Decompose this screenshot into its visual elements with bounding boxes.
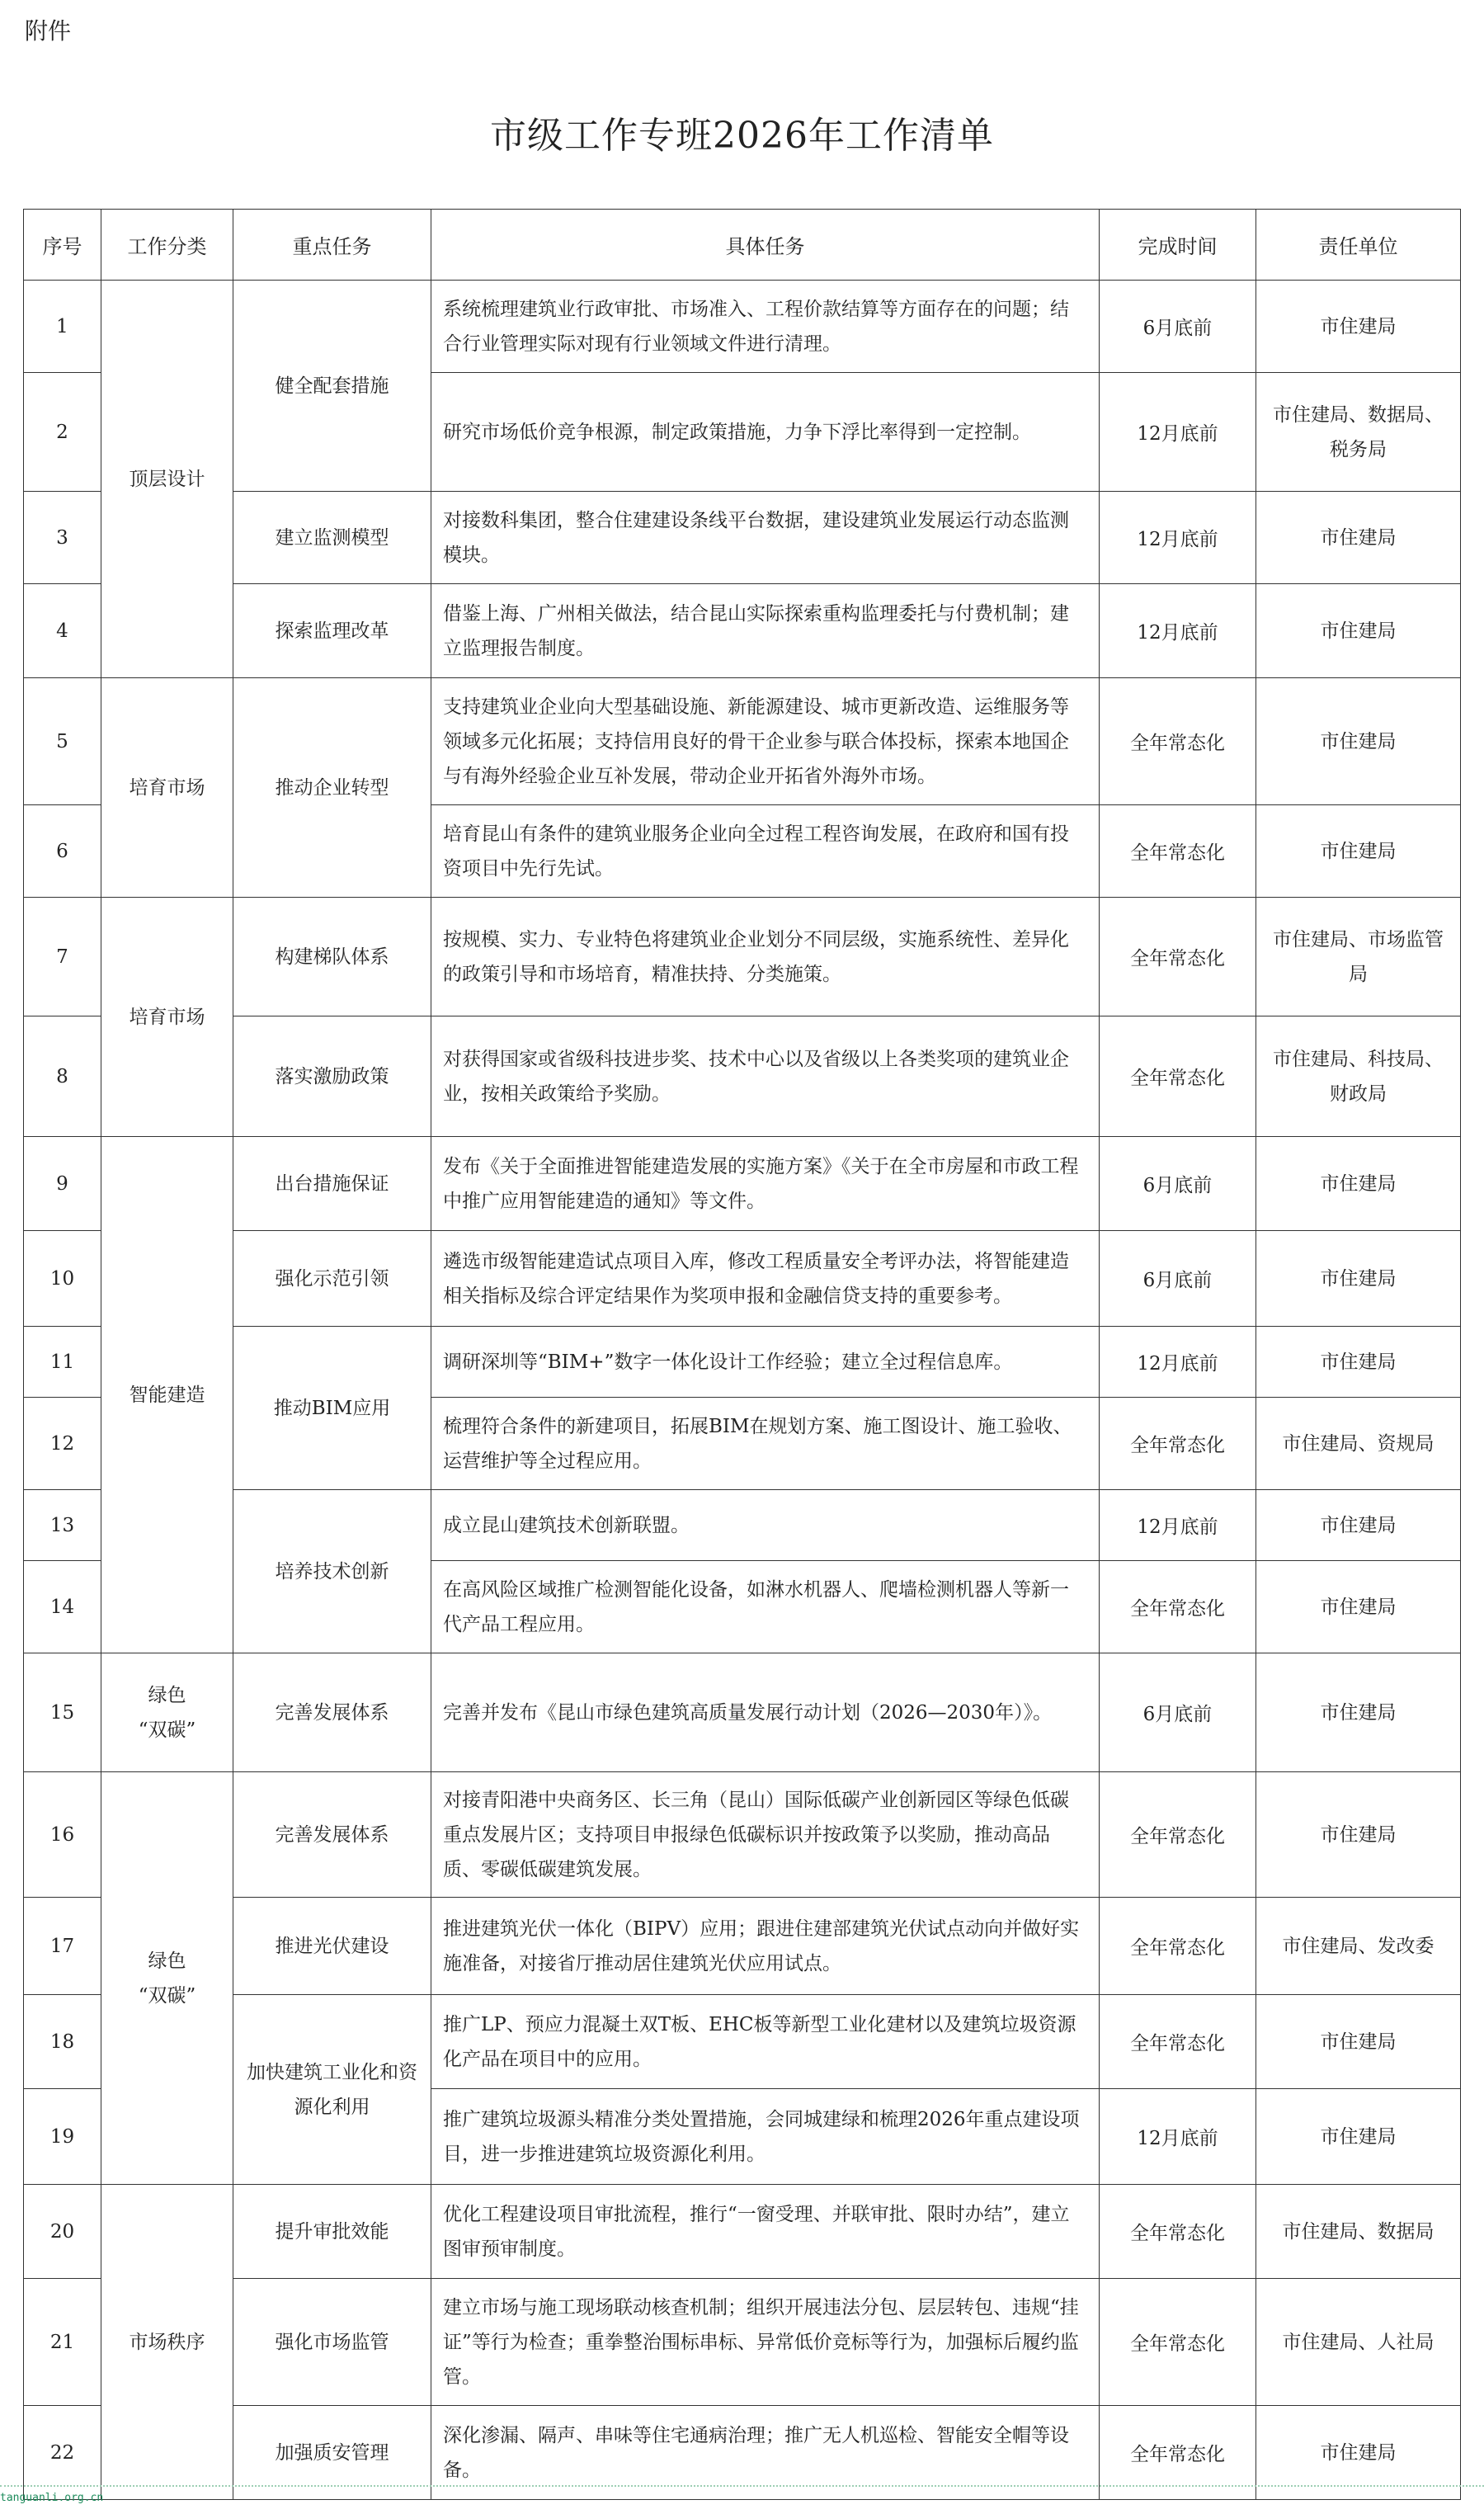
task-cell: 对获得国家或省级科技进步奖、技术中心以及省级以上各类奖项的建筑业企业，按相关政策给予奖励。: [431, 1016, 1100, 1137]
footer-watermark: tanguanli.org.cn: [0, 2492, 104, 2504]
task-cell: 对接数科集团，整合住建建设条线平台数据，建设建筑业发展运行动态监测模块。: [431, 492, 1100, 584]
unit-cell: 市住建局: [1256, 1561, 1461, 1653]
table-row: [24, 1772, 1461, 1898]
category-cell: 培育市场: [101, 898, 233, 1137]
time-cell: 全年常态化: [1100, 678, 1256, 805]
unit-cell: 市住建局: [1256, 2089, 1461, 2185]
task-cell: 优化工程建设项目审批流程，推行“一窗受理、并联审批、限时办结”，建立图审预审制度。: [431, 2185, 1100, 2279]
unit-cell: 市住建局: [1256, 1995, 1461, 2089]
key-task-cell: 构建梯队体系: [233, 898, 431, 1016]
task-cell: 建立市场与施工现场联动核查机制；组织开展违法分包、层层转包、违规“挂证”等行为检查；重拳整治围标串标、异常低价竞标等行为，加强标后履约监管。: [431, 2279, 1100, 2406]
row-no: 9: [24, 1137, 101, 1231]
category-cell: 智能建造: [101, 1137, 233, 1653]
unit-cell: 市住建局: [1256, 1327, 1461, 1398]
task-cell: 推广LP、预应力混凝土双T板、EHC板等新型工业化建材以及建筑垃圾资源化产品在项目中的应用。: [431, 1995, 1100, 2089]
table-row: [24, 2279, 1461, 2406]
attachment-label: 附件: [25, 17, 72, 45]
task-cell: 支持建筑业企业向大型基础设施、新能源建设、城市更新改造、运维服务等领域多元化拓展；支持信用良好的骨干企业参与联合体投标，探索本地国企与有海外经验企业互补发展，带动企业开拓省外海外市场。: [431, 678, 1100, 805]
key-task-cell: 加快建筑工业化和资源化利用: [233, 1995, 431, 2185]
time-cell: 6月底前: [1100, 1231, 1256, 1327]
row-no: 13: [24, 1490, 101, 1561]
row-no: 15: [24, 1653, 101, 1772]
header-category: 工作分类: [101, 210, 233, 281]
row-no: 5: [24, 678, 101, 805]
time-cell: 12月底前: [1100, 1327, 1256, 1398]
category-cell: 绿色 “双碳”: [101, 1653, 233, 1772]
row-no: 4: [24, 584, 101, 678]
key-task-cell: 完善发展体系: [233, 1653, 431, 1772]
row-no: 21: [24, 2279, 101, 2406]
key-task-cell: 健全配套措施: [233, 281, 431, 492]
row-no: 18: [24, 1995, 101, 2089]
category-cell: 绿色 “双碳”: [101, 1772, 233, 2185]
task-cell: 推进建筑光伏一体化（BIPV）应用；跟进住建部建筑光伏试点动向并做好实施准备，对接省厅推动居住建筑光伏应用试点。: [431, 1898, 1100, 1995]
row-no: 19: [24, 2089, 101, 2185]
category-cell: 市场秩序: [101, 2185, 233, 2500]
header-no: 序号: [24, 210, 101, 281]
unit-cell: 市住建局: [1256, 1490, 1461, 1561]
row-no: 7: [24, 898, 101, 1016]
key-task-cell: 推动企业转型: [233, 678, 431, 898]
time-cell: 12月底前: [1100, 373, 1256, 492]
task-cell: 培育昆山有条件的建筑业服务企业向全过程工程咨询发展，在政府和国有投资项目中先行先试。: [431, 805, 1100, 898]
unit-cell: 市住建局、数据局、税务局: [1256, 373, 1461, 492]
key-task-cell: 推进光伏建设: [233, 1898, 431, 1995]
time-cell: 6月底前: [1100, 1137, 1256, 1231]
header-unit: 责任单位: [1256, 210, 1461, 281]
header-time: 完成时间: [1100, 210, 1256, 281]
task-cell: 在高风险区域推广检测智能化设备，如淋水机器人、爬墙检测机器人等新一代产品工程应用。: [431, 1561, 1100, 1653]
unit-cell: 市住建局: [1256, 1772, 1461, 1898]
time-cell: 12月底前: [1100, 1490, 1256, 1561]
task-cell: 完善并发布《昆山市绿色建筑高质量发展行动计划（2026—2030年）》。: [431, 1653, 1100, 1772]
table-row: [24, 1137, 1461, 1231]
key-task-cell: 加强质安管理: [233, 2406, 431, 2500]
task-cell: 借鉴上海、广州相关做法，结合昆山实际探索重构监理委托与付费机制；建立监理报告制度。: [431, 584, 1100, 678]
task-cell: 调研深圳等“BIM+”数字一体化设计工作经验；建立全过程信息库。: [431, 1327, 1100, 1398]
key-task-cell: 探索监理改革: [233, 584, 431, 678]
key-task-cell: 强化市场监管: [233, 2279, 431, 2406]
category-cell: 顶层设计: [101, 281, 233, 678]
table-row: [24, 898, 1461, 1016]
table-row: [24, 492, 1461, 584]
unit-cell: 市住建局、市场监管局: [1256, 898, 1461, 1016]
row-no: 10: [24, 1231, 101, 1327]
table-row: [24, 1898, 1461, 1995]
key-task-cell: 落实激励政策: [233, 1016, 431, 1137]
time-cell: 全年常态化: [1100, 898, 1256, 1016]
table-row: [24, 1231, 1461, 1327]
row-no: 14: [24, 1561, 101, 1653]
task-cell: 系统梳理建筑业行政审批、市场准入、工程价款结算等方面存在的问题；结合行业管理实际对现有行业领域文件进行清理。: [431, 281, 1100, 373]
time-cell: 全年常态化: [1100, 1016, 1256, 1137]
time-cell: 全年常态化: [1100, 1995, 1256, 2089]
task-cell: 深化渗漏、隔声、串味等住宅通病治理；推广无人机巡检、智能安全帽等设备。: [431, 2406, 1100, 2500]
table-row: [24, 1995, 1461, 2089]
time-cell: 全年常态化: [1100, 2279, 1256, 2406]
task-cell: 研究市场低价竞争根源，制定政策措施，力争下浮比率得到一定控制。: [431, 373, 1100, 492]
key-task-cell: 强化示范引领: [233, 1231, 431, 1327]
unit-cell: 市住建局: [1256, 584, 1461, 678]
time-cell: 12月底前: [1100, 584, 1256, 678]
row-no: 3: [24, 492, 101, 584]
unit-cell: 市住建局: [1256, 281, 1461, 373]
footer-divider: [0, 2485, 1484, 2487]
row-no: 22: [24, 2406, 101, 2500]
table-row: [24, 2185, 1461, 2279]
table-row: [24, 281, 1461, 373]
row-no: 6: [24, 805, 101, 898]
unit-cell: 市住建局: [1256, 2406, 1461, 2500]
time-cell: 12月底前: [1100, 2089, 1256, 2185]
task-cell: 推广建筑垃圾源头精准分类处置措施，会同城建绿和梳理2026年重点建设项目，进一步推进建筑垃圾资源化利用。: [431, 2089, 1100, 2185]
key-task-cell: 提升审批效能: [233, 2185, 431, 2279]
unit-cell: 市住建局、数据局: [1256, 2185, 1461, 2279]
time-cell: 全年常态化: [1100, 1772, 1256, 1898]
task-cell: 成立昆山建筑技术创新联盟。: [431, 1490, 1100, 1561]
category-cell: 培育市场: [101, 678, 233, 898]
time-cell: 全年常态化: [1100, 2185, 1256, 2279]
unit-cell: 市住建局: [1256, 492, 1461, 584]
table-row: [24, 1016, 1461, 1137]
header-key-task: 重点任务: [233, 210, 431, 281]
time-cell: 全年常态化: [1100, 1561, 1256, 1653]
unit-cell: 市住建局、人社局: [1256, 2279, 1461, 2406]
task-cell: 遴选市级智能建造试点项目入库，修改工程质量安全考评办法，将智能建造相关指标及综合评定结果作为奖项申报和金融信贷支持的重要参考。: [431, 1231, 1100, 1327]
key-task-cell: 推动BIM应用: [233, 1327, 431, 1490]
time-cell: 6月底前: [1100, 281, 1256, 373]
key-task-cell: 完善发展体系: [233, 1772, 431, 1898]
unit-cell: 市住建局: [1256, 1137, 1461, 1231]
row-no: 11: [24, 1327, 101, 1398]
table-row: [24, 584, 1461, 678]
task-cell: 发布《关于全面推进智能建造发展的实施方案》《关于在全市房屋和市政工程中推广应用智能建造的通知》等文件。: [431, 1137, 1100, 1231]
row-no: 8: [24, 1016, 101, 1137]
task-cell: 对接青阳港中央商务区、长三角（昆山）国际低碳产业创新园区等绿色低碳重点发展片区；支持项目申报绿色低碳标识并按政策予以奖励，推动高品质、零碳低碳建筑发展。: [431, 1772, 1100, 1898]
work-list-table: [23, 209, 1461, 2500]
row-no: 17: [24, 1898, 101, 1995]
time-cell: 全年常态化: [1100, 2406, 1256, 2500]
unit-cell: 市住建局: [1256, 1653, 1461, 1772]
key-task-cell: 出台措施保证: [233, 1137, 431, 1231]
time-cell: 全年常态化: [1100, 805, 1256, 898]
table-header-row: [24, 210, 1461, 281]
unit-cell: 市住建局、资规局: [1256, 1398, 1461, 1490]
row-no: 20: [24, 2185, 101, 2279]
header-task: 具体任务: [431, 210, 1100, 281]
time-cell: 全年常态化: [1100, 1898, 1256, 1995]
time-cell: 全年常态化: [1100, 1398, 1256, 1490]
unit-cell: 市住建局、科技局、财政局: [1256, 1016, 1461, 1137]
time-cell: 6月底前: [1100, 1653, 1256, 1772]
time-cell: 12月底前: [1100, 492, 1256, 584]
table-row: [24, 1490, 1461, 1561]
task-cell: 按规模、实力、专业特色将建筑业企业划分不同层级，实施系统性、差异化的政策引导和市场培育，精准扶持、分类施策。: [431, 898, 1100, 1016]
task-cell: 梳理符合条件的新建项目，拓展BIM在规划方案、施工图设计、施工验收、运营维护等全过程应用。: [431, 1398, 1100, 1490]
unit-cell: 市住建局: [1256, 805, 1461, 898]
key-task-cell: 培养技术创新: [233, 1490, 431, 1653]
row-no: 12: [24, 1398, 101, 1490]
unit-cell: 市住建局、发改委: [1256, 1898, 1461, 1995]
row-no: 2: [24, 373, 101, 492]
row-no: 1: [24, 281, 101, 373]
key-task-cell: 建立监测模型: [233, 492, 431, 584]
page-title: 市级工作专班2026年工作清单: [490, 115, 994, 157]
row-no: 16: [24, 1772, 101, 1898]
table-row: [24, 1327, 1461, 1398]
unit-cell: 市住建局: [1256, 678, 1461, 805]
unit-cell: 市住建局: [1256, 1231, 1461, 1327]
table-row: [24, 678, 1461, 805]
table-row: [24, 1653, 1461, 1772]
